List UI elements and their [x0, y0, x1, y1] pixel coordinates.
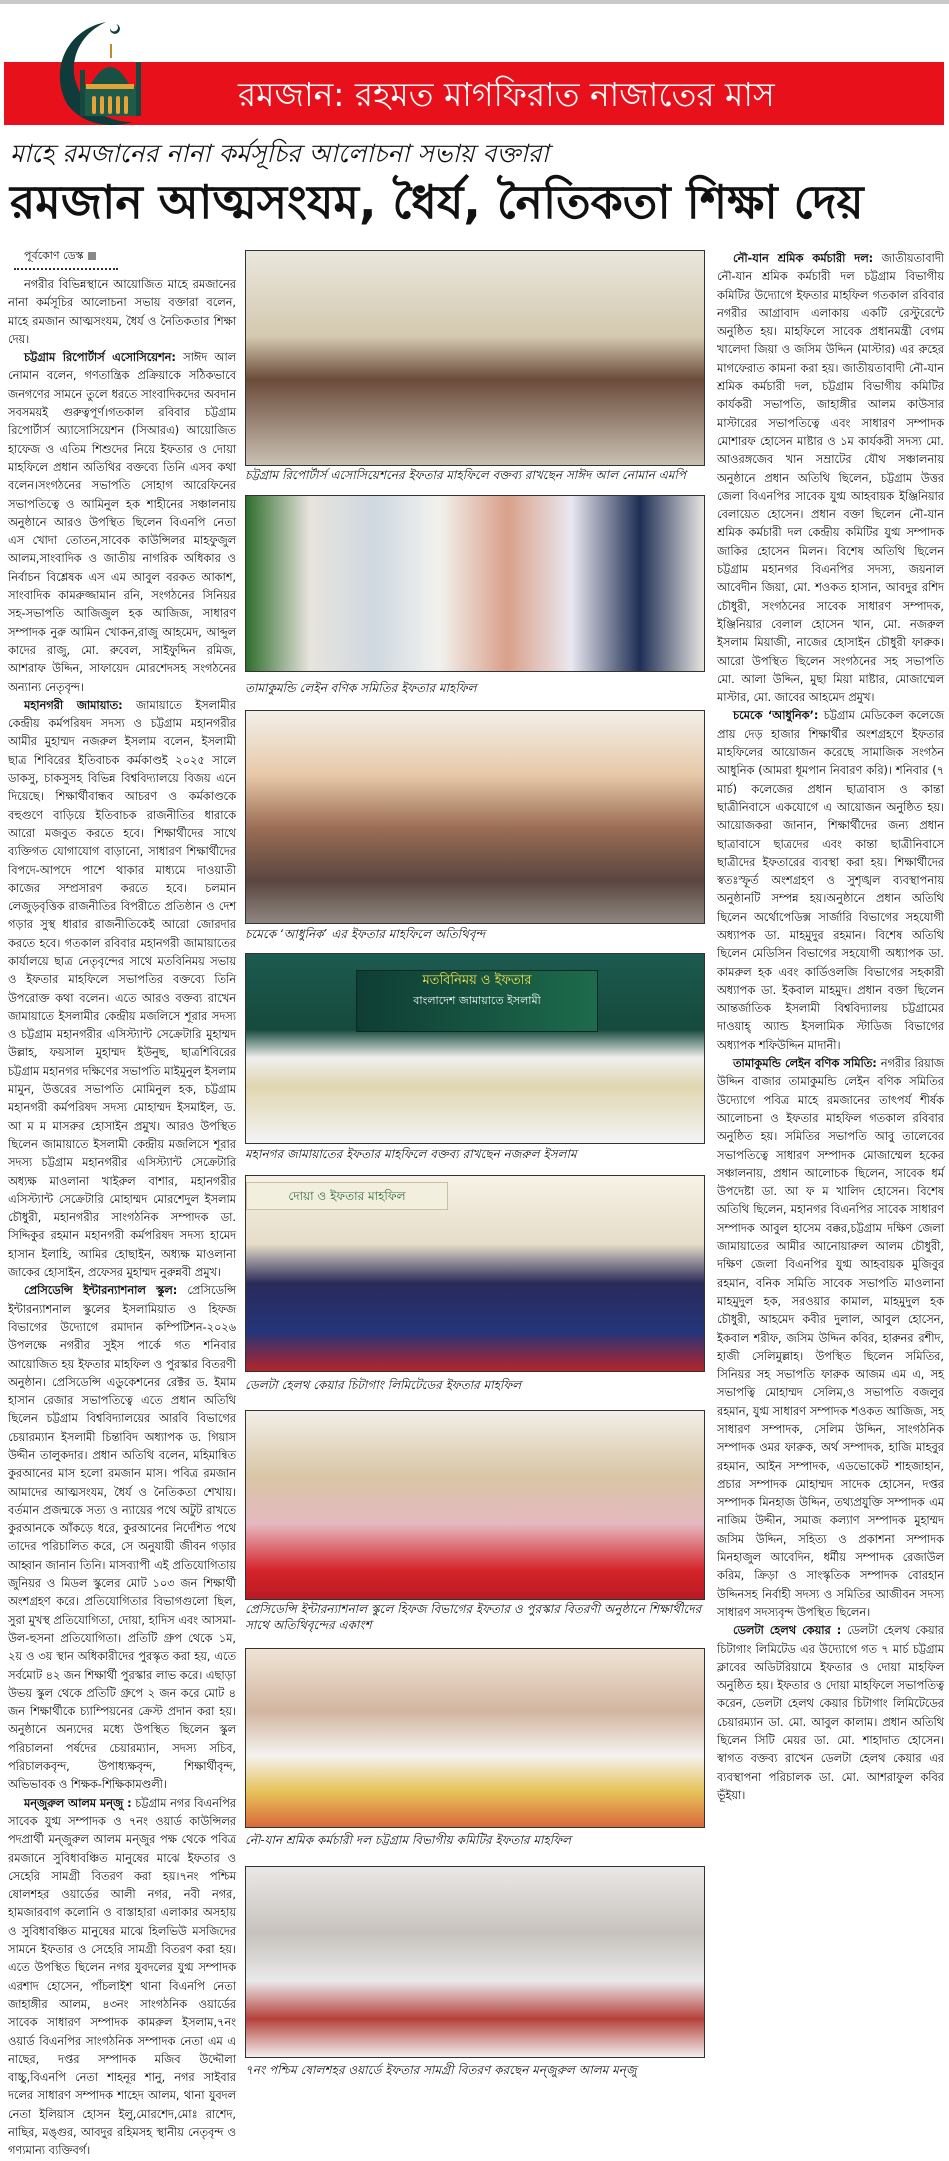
photo-banner-org: বাংলাদেশ জামায়াতে ইসলামী: [413, 994, 541, 1007]
photo-presidency-school: [245, 1410, 705, 1600]
section-paragraph: [717, 250, 944, 707]
photo-banner-text: মতবিনিময় ও ইফতার: [422, 973, 532, 988]
section-heading: প্রেসিডেন্সি ইন্টারন্যাশনাল স্কুল:: [24, 1284, 178, 1298]
square-icon: [88, 252, 96, 260]
dotted-divider: [14, 268, 118, 270]
section-paragraph: [717, 1055, 944, 1622]
section-banner-title: রমজান: রহমত মাগফিরাত নাজাতের মাস: [238, 75, 775, 114]
section-paragraph: [8, 1282, 236, 1794]
photo-caption: ৭নং পশ্চিম ষোলশহর ওয়ার্ডে ইফতার সামগ্রী বিতরণ করছেন মন্‌জুরুল আলম মন্‌জু: [245, 2063, 637, 2077]
photo-reporters-association: [245, 250, 705, 466]
section-text: প্রেসিডেন্সি ইন্টারন্যাশনাল স্কুলের ইসলামিয়াত ও হিফজ বিভাগের উদ্যোগে রমাদান কম্পিটিশন-২০২৬ উপলক্ষে নগরীর সুইস পার্কে গত শনিবার আয়োজিত হয় ইফতার মাহফিল ও পুরস্কার বিতরণী অনুষ্ঠান। প্রেসিডেন্সি এডুকেশনের রেক্টর ড. ইমাম হাসান রেজার সভাপতিত্বে এতে প্রধান অতিথি ছিলেন চট্টগ্রাম বিশ্ববিদ্যালয়ের আরবি বিভাগের চেয়ারম্যান ইসলামী চিন্তাবিদ অধ্যাপক ড. গিয়াস উদ্দীন তালুকদার। প্রধান অতিথি বলেন, মহিমান্বিত কুরআনের মাস হলো রমজান মাস। পবিত্র রমজান আমাদের আত্মসংযম, ধৈর্য ও নৈতিকতা শেখায়। বর্তমান প্রজন্মকে সত্য ও ন্যায়ের পথে অটুট রাখতে কুরআনকে আঁকড়ে ধরে, কুরআনের নির্দেশিত পথে তাদের পরিচালিত করে, সে অনুযায়ী জীবন গড়ার আহ্বান জানান তিনি। মাসব্যাপী এই প্রতিযোগিতায় জুনিয়র ও মিডল স্কুলের মোট ১০৩ জন শিক্ষার্থী অংশগ্রহণ করে। প্রতিযোগিতার বিভাগগুলো ছিল, সুরা মুখস্থ প্রতিযোগিতা, দোয়া, হাদিস এবং আসমা-উল-হুসনা প্রতিযোগিতা। প্রতিটি গ্রুপ থেকে ১ম, ২য় ও ৩য় স্থান অধিকারীদের পুরস্কৃত করা হয়, এতে সর্বমোট ৪২ জন শিক্ষার্থী পুরস্কার লাভ করে। এছাড়া উভয় স্কুল থেকে প্রতিটি গ্রুপে ২ জন করে মোট ৪ জন শিক্ষার্থীকে চ্যাম্পিয়নের ক্রেস্ট প্রদান করা হয়। অনুষ্ঠানে অন্যদের মধ্যে উপস্থিত ছিলেন স্কুল পরিচালনা পর্ষদের চেয়ারম্যান, সদস্য সচিব, পরিচালকবৃন্দ, উপাধ্যক্ষবৃন্দ, শিক্ষার্থীবৃন্দ, অভিভাবক ও শিক্ষক-শিক্ষিকামণ্ডলী।: [8, 1284, 237, 1792]
article-column-left: [8, 248, 237, 2158]
section-heading: ডেলটা হেলথ কেয়ার :: [733, 1624, 842, 1638]
photo-caption: প্রেসিডেন্সি ইন্টারন্যাশনাল স্কুলে হিফজ বিভাগের ইফতার ও পুরস্কার বিতরণী অনুষ্ঠানে শিক্ষার্থীদের সাথে অতিথিবৃন্দের একাংশ: [245, 1602, 702, 1632]
section-text: জামায়াতে ইসলামীর কেন্দ্রীয় কর্মপরিষদ সদস্য ও চট্টগ্রাম মহানগরীর আমীর মুহাম্মদ নজরুল ইসলাম বলেন, ইসলামী ছাত্র শিবিরের ইতিবাচক কর্মকাণ্ডই ২০২৫ সালে ডাকসু, চাকসুসহ বিভিন্ন বিশ্ববিদ্যালয়ে বিজয় এনে দিয়েছে। শিক্ষার্থীবান্ধব আচরণ ও কর্মকাণ্ডকে বহুগুণে বাড়িয়ে ইতিবাচক রাজনীতির ধারাকে আরো মজবুত করতে হবে। শিক্ষার্থীদের সাথে ব্যক্তিগত যোগাযোগ বাড়ানো, সাধারণ শিক্ষার্থীদের বিপদে-আপদে পাশে থাকার মাধ্যমে দাওয়াতী কাজের সম্প্রসারণ করতে হবে। চলমান লেজুড়বৃত্তিক রাজনীতির বিপরীতে প্রতিষ্ঠান ও দেশ গড়ার সুস্থ ধারার রাজনীতিকেই আরো জোরদার করতে হবে। গতকাল রবিবার মহানগরী জামায়াতের কার্যালয়ে ছাত্র নেতৃবৃন্দের সাথে মতবিনিময় সভায় ও ইফতার মাহফিলে সভাপতির বক্তব্যে তিনি উপরোক্ত কথা বলেন। এতে আরও বক্তব্য রাখেন জামায়াতে ইসলামীর কেন্দ্রীয় মজলিসে শূরার সদস্য ও চট্টগ্রাম মহানগরীর এসিস্ট্যান্ট সেক্রেটারি মুহাম্মদ উল্লাহ, ফয়সাল মুহাম্মদ ইউনুছ, ছাত্রশিবিরের চট্টগ্রাম মহানগর দক্ষিণের সভাপতি মাইমুনুল ইসলাম মামুন, উত্তরের সভাপতি মোমিনুল হক, চট্টগ্রাম মহানগরী কর্মপরিষদ সদস্য মোহাম্মদ ইসমাইল, ড. আ ম ম মাসরুর হোসাইন প্রমুখ। আরও উপস্থিত ছিলেন জামায়াতে ইসলামী কেন্দ্রীয় মজলিসে শূরার সদস্য চট্টগ্রাম মহানগরীর এসিস্ট্যান্ট সেক্রেটারি অধ্যক্ষ মাওলানা খাইরুল বাশার, মহানগরীর এসিস্ট্যান্ট সেক্রেটারি মোহাম্মদ মোরশেদুল ইসলাম চৌধুরী, মহানগরীর সাংগঠনিক সম্পাদক ডা. সিদ্দিকুর রহমান মহানগরী কর্মপরিষদ সদস্য হামেদ হাসান ইলাহি, আমির হোছাইন, অধ্যক্ষ মাওলানা জাকের হোসাইন, প্রফেসর মুহাম্মদ নুরুন্নবী প্রমুখ।: [8, 698, 236, 1280]
section-paragraph: [8, 1795, 236, 2161]
top-border: [0, 0, 949, 4]
section-paragraph: [717, 1622, 944, 1805]
crescent-mosque-icon: [44, 18, 156, 130]
photo-caption: মহানগর জামায়াতের ইফতার মাহফিলে বক্তব্য রাখছেন নজরুল ইসলাম: [245, 1147, 577, 1161]
section-paragraph: [8, 349, 236, 697]
section-heading: চমেকে ‘আধুনিক’:: [733, 709, 819, 723]
section-text: ডেলটা হেলথ কেয়ার চিটাগাং লিমিটেড এর উদ্যোগে গত ৭ মার্চ চট্টগ্রাম ক্লাবের অডিটরিয়ামে ইফতার ও দোয়া মাহফিল অনুষ্ঠিত হয়। ইফতার ও দোয়া মাহফিলে সভাপতিত্ব করেন, ডেলটা হেলথ কেয়ার চিটাগাং লিমিটেডের চেয়ারম্যান ডা. মো. আবুল কালাম। প্রধান অতিথি ছিলেন সিটি মেয়র ডা. মো. শাহাদাত হোসেন। স্বাগত বক্তব্য রাখেন ডেলটা হেলথ কেয়ার এর ব্যবস্থাপনা পরিচালক ডা. মো. আশরাফুল কবির ভূঁইয়া।: [717, 1624, 945, 1802]
photo-caption: ডেলটা হেলথ কেয়ার চিটাগাং লিমিটেডের ইফতার মাহফিল: [245, 1378, 522, 1392]
photo-delta-health-care: [245, 1175, 705, 1372]
photo-caption: চমেকে ‘আধুনিক’ এর ইফতার মাহফিলে অতিথিবৃন্দ: [245, 927, 486, 941]
article-headline: রমজান আত্মসংযম, ধৈর্য, নৈতিকতা শিক্ষা দেয়: [10, 175, 864, 229]
section-text: জাতীয়তাবাদী নৌ-যান শ্রমিক কর্মচারী দল চট্টগ্রাম বিভাগীয় কমিটির উদ্যোগে ইফতার মাহফিল গতকাল রবিবার নগরীর আগ্রাবাদ এলাকায় একটি রেস্টুরেন্টে অনুষ্ঠিত হয়। মাহফিলে সাবেক প্রধানমন্ত্রী বেগম খালেদা জিয়া ও জসিম উদ্দিন (মাস্টার) এর রুহের মাগফেরাত কামনা করা হয়। জাতীয়তাবাদী নৌ-যান শ্রমিক কর্মচারী দল, চট্টগ্রাম বিভাগীয় কমিটির কার্যকরী সভাপতি, জাহাঙ্গীর আলম কাউসার মাস্টারের সভাপতিত্বে এবং সাধারণ সম্পাদক মোশারফ হোসেন মাষ্টার ও ১ম কার্যকরী সদস্য মো. আওরঙ্গজেব খান সম্রাটের যৌথ সঞ্চালনায় অনুষ্ঠানে প্রধান অতিথি ছিলেন, চট্টগ্রাম উত্তর জেলা বিএনপির সাবেক যুগ্ম আহবায়ক ইঞ্জিনিয়ার বেলায়েত হোসেন। প্রধান বক্তা ছিলেন নৌ-যান শ্রমিক কর্মচারী দল কেন্দ্রীয় কমিটির যুগ্ম সম্পাদক জাকির হোসেন মিলন। বিশেষ অতিথি ছিলেন চট্টগ্রাম মহানগর বিএনপির সদস্য, জয়নাল আবেদীন জিয়া, মো. শওকত হাসান, আবদুর রশিদ চৌধুরী, সংগঠনের সাবেক সাধারণ সম্পাদক, ইঞ্জিনিয়ার বেলাল হোসেন খান, মো. নজরুল ইসলাম মিয়াজী, নাজের হোসাইন চৌধুরী ফারুক। আরো উপস্থিত ছিলেন সংগঠনের সহ সভাপতি মো. আলা উদ্দিন, মুছা মিয়া মাষ্টার, মোজাম্মেল মাস্টার, মো. জাবের আহমেদ প্রমুখ।: [717, 252, 944, 705]
photo-banner: দোয়া ও ইফতার মাহফিল: [246, 1182, 448, 1210]
photo-caption: তামাকুমন্ডি লেইন বণিক সমিতির ইফতার মাহফিল: [245, 681, 477, 695]
photo-speakers-collage: [245, 495, 705, 672]
section-text: চট্টগ্রাম নগর বিএনপির সাবেক যুগ্ম সম্পাদক ও ৭নং ওয়ার্ড কাউন্সিলর পদপ্রার্থী মন্‌জুরুল আলম মন্‌জুর পক্ষ থেকে পবিত্র রমজানে সুবিধাবঞ্চিত মানুষের মাঝে ইফতার ও সেহেরি সামগ্রী বিতরণ করা হয়।৭নং পশ্চিম ষোলশহর ওয়ার্ডের আলী নগর, নবী নগর, হামজারবাগ কলোনি ও বাস্তাহারা এলাকার অসহায় ও সুবিধাবঞ্চিত মানুষের মাঝে হিলভিউ মসজিদের সামনে ইফতার ও সেহেরি সামগ্রী বিতরণ করা হয়।এতে উপস্থিত ছিলেন নগর যুবদলের যুগ্ম সম্পাদক এরশাদ হোসেন, পাঁচলাইশ থানা বিএনপি নেতা জাহাঙ্গীর আলম, ৪৩নং সাংগঠনিক ওয়ার্ডের সাবেক সাধারণ সম্পাদক কামরুল ইসলাম,৭নং ওয়ার্ড বিএনপির সাংগঠনিক সম্পাদক নেতা এম এ নাছের, দপ্তর সম্পাদক মজিব উদ্দৌলা বাচ্চু,বিএনপি নেতা শাহনূর শানু, নগর সাইবার দলের সাধারণ সম্পাদক শাহেদ আলম, থানা যুবদল নেতা ইলিয়াস হোসন ইলু,মোরশেদ,মোঃ রাশেদ, নাছির, মঙ্গুর, আবদুর রহিমসহ স্থানীয় নেতৃবৃন্দ ও গণ্যমান্য ব্যক্তিবর্গ।: [8, 1796, 237, 2158]
photo-caption: নৌ-যান শ্রমিক কর্মচারী দল চট্টগ্রাম বিভাগীয় কমিটির ইফতার মাহফিল: [245, 1833, 571, 1847]
photo-iftar-distribution: [245, 1866, 705, 2058]
section-heading: তামাকুমন্ডি লেইন বণিক সমিতি:: [733, 1057, 877, 1071]
section-heading: মন্‌জুরুল আলম মন্‌জু :: [24, 1796, 132, 1810]
intro-paragraph: নগরীর বিভিন্নস্থানে আয়োজিত মাহে রমজানের নানা কর্মসূচির আলোচনা সভায় বক্তারা বলেন, মাহে রমজান আত্মসংযম, ধৈর্য ও নৈতিকতার শিক্ষা দেয়।: [8, 278, 236, 346]
photo-banner: [356, 970, 598, 1032]
photo-jamaat-iftar: [245, 953, 705, 1144]
photo-nou-jan-iftar: [245, 1648, 705, 1828]
photo-cmc-iftar: [245, 710, 705, 924]
section-heading: মহানগরী জামায়াত:: [24, 698, 123, 712]
section-heading: চট্টগ্রাম রিপোর্টার্স এসোসিয়েশন:: [24, 351, 176, 365]
section-text: চট্টগ্রাম মেডিকেল কলেজে প্রায় দেড় হাজার শিক্ষার্থীর অংশগ্রহণে ইফতার মাহফিলের আয়োজন করেছে সামাজিক সংগঠন আধুনিক (আমরা ধূমপান নিবারণ করি)। শনিবার (৭ মার্চ) কলেজের প্রধান ছাত্রাবাস ও কান্তা ছাত্রীনিবাসে একযোগে এ আয়োজন অনুষ্ঠিত হয়। আয়োজকরা জানান, শিক্ষার্থীদের জন্য প্রধান ছাত্রাবাসে ছাত্রদের এবং কান্তা ছাত্রীনিবাসে ছাত্রীদের ইফতারের ব্যবস্থা করা হয়। শিক্ষার্থীদের স্বতঃস্ফূর্ত অংশগ্রহণ ও সুশৃঙ্খল ব্যবস্থাপনায় অনুষ্ঠানটি সম্পন্ন হয়।অনুষ্ঠানে প্রধান অতিথি ছিলেন অর্থোপেডিক্স সার্জারি বিভাগের সহযোগী অধ্যাপক ডা. মাহমুদুর রহমান। বিশেষ অতিথি ছিলেন মেডিসিন বিভাগের সহযোগী অধ্যাপক ডা. কামরুল হক এবং কার্ডিওলজি বিভাগের সহকারী অধ্যাপক ডা. ইকবাল মাহমুদ। প্রধান বক্তা ছিলেন আন্তর্জাতিক ইসলামী বিশ্ববিদ্যালয় চট্টগ্রামের দাওয়াহ্ অ্যান্ড ইসলামিক স্টাডিজ বিভাগের অধ্যাপক শফিউদ্দিন মাদানী।: [717, 709, 944, 1052]
section-paragraph: [8, 697, 236, 1283]
byline-text: পূর্বকোণ ডেস্ক: [24, 249, 84, 262]
byline: [24, 248, 236, 264]
article-kicker: মাহে রমজানের নানা কর্মসূচির আলোচনা সভায় বক্তারা: [10, 139, 549, 168]
section-paragraph: [717, 707, 944, 1055]
section-text: নগরীর রিয়াজ উদ্দিন বাজার তামাকুমন্ডি লেইন বণিক সমিতির উদ্যোগে পবিত্র মাহে রমজানের তাৎপর্য শীর্ষক আলোচনা ও ইফতার মাহফিল গতকাল রবিবার অনুষ্ঠিত হয়। সমিতির সভাপতি আবু তালেবের সভাপতিত্বে সাধারণ সম্পাদক মোজাম্মেল হকের সঞ্চালনায়, প্রধান আলোচক ছিলেন, সাবেক ধর্ম উপদেষ্টা ডা. আ ফ ম খালিদ হোসেন। বিশেষ অতিথি ছিলেন, মহানগর বিএনপির সাবেক সাধারণ সম্পাদক আবুল হাসেম বক্কর,চট্টগ্রাম দক্ষিণ জেলা জামায়াতের আমীর আনোয়ারুল আলম চৌধুরী, দক্ষিণ জেলা বিএনপির যুগ্ম আহবায়ক মুজিবুর রহমান, বনিক সমিতি সাবেক সভাপতি মাওলানা মাহমুদুল হক, সরওয়ার কামাল, মাহমুদুল হক চৌধুরী, আহমেদ কবীর দুলাল, আবুল হোসেন, ইকবাল শরীফ, জসিম উদ্দিন কবির, হারুনর রশীদ, হাজী সেলিমুল্লাহ। উপস্থিত ছিলেন সমিতির, সিনিয়র সহ সভাপতি ফারুক আজম এম এ, সহ সভাপত্বি মোহাম্মদ সেলিম,ও সভাপতি বজলুর রহমান, যুগ্ম সাধারণ সম্পাদক শওকত আজিজ, সহ সাধারণ সম্পাদক, সেলিম উদ্দিন, সাংগঠনিক সম্পাদক ওমর ফারুক, অর্থ সম্পাদক, হাজি মাহবুর রহমান, আইন সম্পাদক, এডভোকেট শাহজাহান, প্রচার সম্পাদক মোহাম্মদ সাদেক হোসেন, দপ্তর সম্পাদক মিনহাজ উদ্দিন, তথ্যপ্রযুক্তি সম্পাদক এম নাজিম উদ্দীন, সমাজ কল্যাণ সম্পাদক মুহাম্মদ জসিম উদ্দিন, সহিত্য ও প্রকাশনা সম্পাদক মিনহাজুল আবেদিন, ধর্মীয় সম্পাদক রেজাউল করিম, ক্রিড়া ও সাংস্কৃতিক সম্পাদক বোরহান উদ্দিনসহ নির্বাহী সদস্য ও সমিতির আজীবন সদস্য সাধারণ সদস্যবৃন্দ উপস্থিত ছিলেন।: [717, 1057, 944, 1619]
section-text: সাঈদ আল নোমান বলেন, গণতান্ত্রিক প্রক্রিয়াকে সঠিকভাবে জনগণের সামনে তুলে ধরতে সাংবাদিকদের অবদান সবসময়ই গুরুত্বপূর্ণ।গতকাল রবিবার চট্টগ্রাম রিপোর্টার্স অ্যাসোসিয়েশন (সিআরএ) আয়োজিত হাফেজ ও এতিম শিশুদের নিয়ে ইফতার ও দোয়া মাহফিলে প্রধান অতিথির বক্তব্যে তিনি এসব কথা বলেন।সংগঠনের সভাপতি সোহাগ আরেফিনের সভাপতিত্বে ও আমিনুল হক শাহীনের সঞ্চালনায় অনুষ্ঠানে আরও উপস্থিত ছিলেন বিএনপি নেতা এস খোদা তোতন,সাবেক কাউন্সিলর মাহফুজুল আলম,সাংবাদিক ও জাতীয় নাগরিক অধিকার ও নির্বাচন বিশ্লেষক এস এম আবুল বরকত আকাশ, সাংবাদিক কামরুজ্জামান রনি, সংগঠনের সিনিয়র সহ-সভাপতি আজিজুল হক আজিজ, সাধারণ সম্পাদক নুরু আমিন খোকন,রাজু আহমেদ, আব্দুল কাদের রাজু, মো. রুবেল, সাইফুদ্দিন রমিজ, আশরাফ উদ্দিন, সাফায়েদ মোরশেদসহ সংগঠনের অন্যান্য নেতৃবৃন্দ।: [8, 351, 237, 694]
photo-caption: চট্টগ্রাম রিপোর্টার্স এসোসিয়েশনের ইফতার মাহফিলে বক্তব্য রাখছেন সাঈদ আল নোমান এমপি: [245, 468, 686, 482]
article-column-right: [717, 250, 944, 2090]
section-heading: নৌ-যান শ্রমিক কর্মচারী দল:: [733, 252, 874, 265]
